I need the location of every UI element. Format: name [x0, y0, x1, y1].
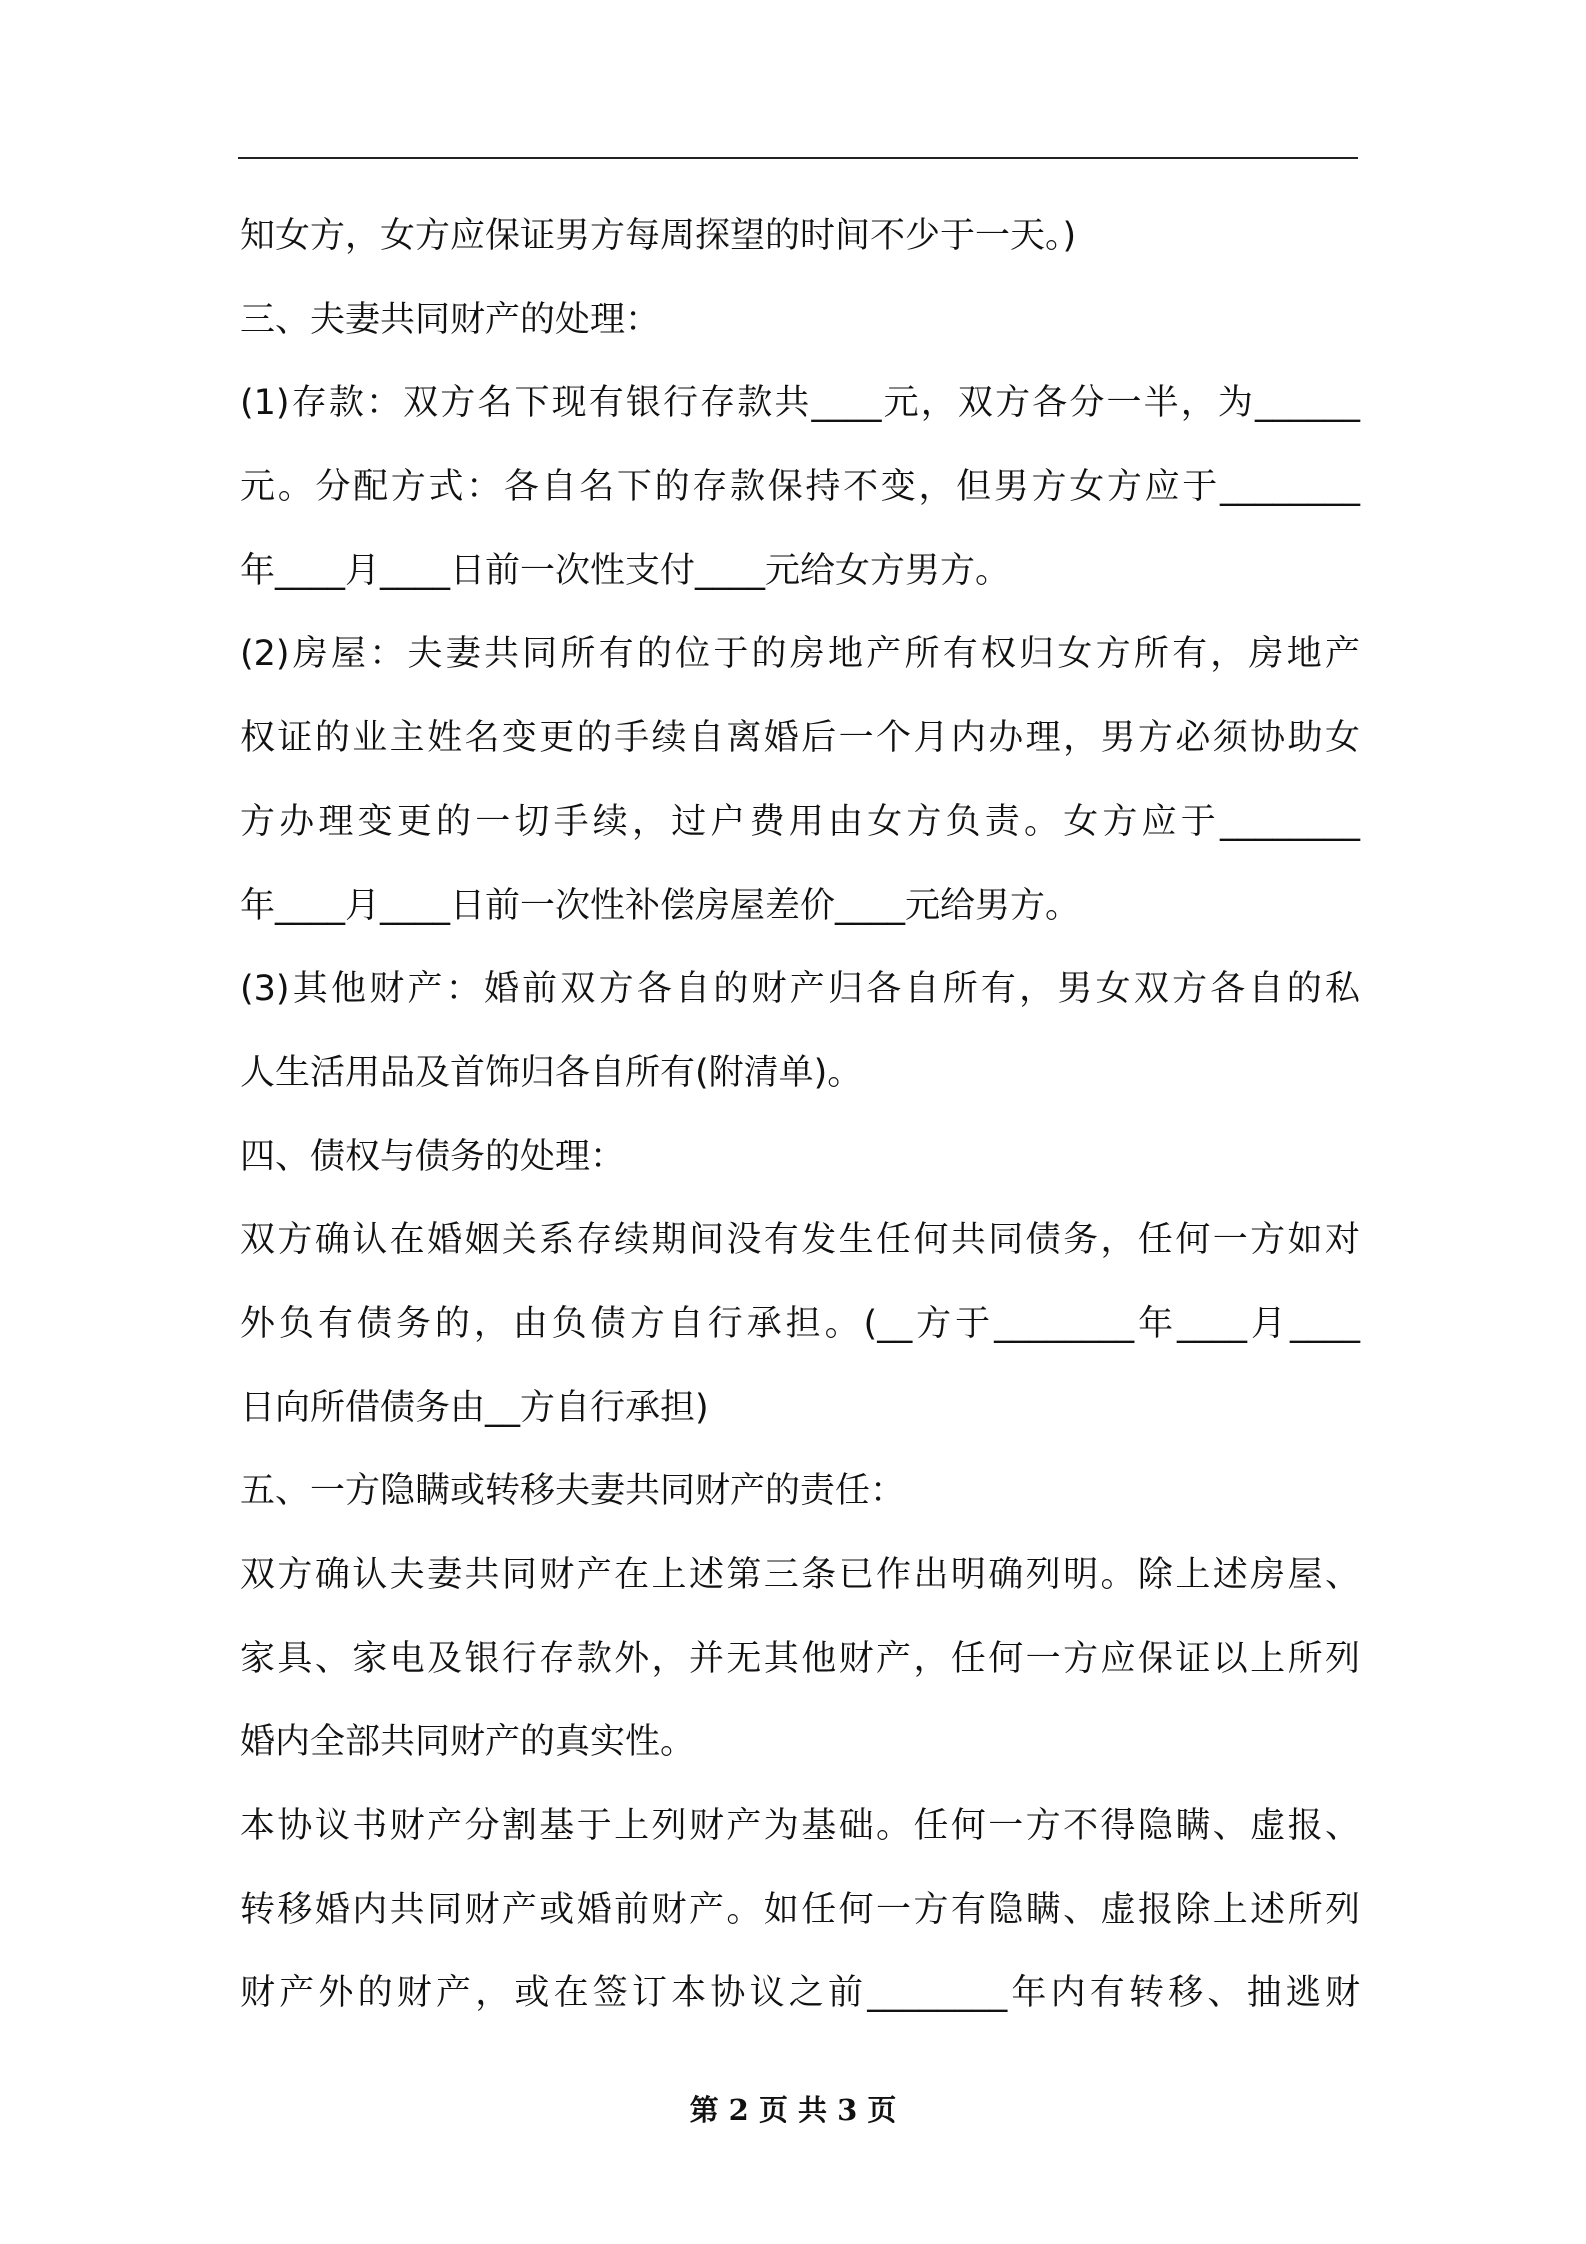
- text-line: 财产外的财产，或在签订本协议之前________年内有转移、抽逃财: [240, 1973, 1360, 2014]
- text-line: 方办理变更的一切手续，过户费用由女方负责。女方应于________: [240, 801, 1360, 842]
- text-line: 双方确认在婚姻关系存续期间没有发生任何共同债务，任何一方如对: [240, 1220, 1360, 1261]
- text-line: 知女方，女方应保证男方每周探望的时间不少于一天。): [240, 216, 1077, 256]
- text-line: (2)房屋：夫妻共同所有的位于的房地产所有权归女方所有，房地产: [240, 634, 1360, 675]
- document-body: [240, 195, 1360, 2036]
- header-rule: [238, 157, 1358, 159]
- text-line: 元。分配方式：各自名下的存款保持不变，但男方女方应于________: [240, 467, 1360, 508]
- text-line: 三、夫妻共同财产的处理：: [240, 299, 661, 340]
- text-line: 婚内全部共同财产的真实性。: [240, 1722, 696, 1763]
- text-line: 外负有债务的，由负债方自行承担。(__方于________年____月____: [240, 1303, 1360, 1344]
- text-line: 人生活用品及首饰归各自所有(附清单)。: [240, 1052, 863, 1093]
- text-line: 家具、家电及银行存款外，并无其他财产，任何一方应保证以上所列: [240, 1638, 1360, 1679]
- text-line: 转移婚内共同财产或婚前财产。如任何一方有隐瞒、虚报除上述所列: [240, 1889, 1360, 1930]
- text-line: 双方确认夫妻共同财产在上述第三条已作出明确列明。除上述房屋、: [240, 1555, 1360, 1595]
- text-line: (1)存款：双方名下现有银行存款共____元，双方各分一半，为______: [240, 383, 1360, 424]
- text-line: (3)其他财产：婚前双方各自的财产归各自所有，男女双方各自的私: [240, 969, 1360, 1010]
- text-line: 日向所借债务由__方自行承担): [240, 1387, 709, 1428]
- text-line: 年____月____日前一次性补偿房屋差价____元给男方。: [240, 885, 1081, 926]
- text-line: 本协议书财产分割基于上列财产为基础。任何一方不得隐瞒、虚报、: [240, 1806, 1360, 1847]
- page-footer: 第 2 页 共 3 页: [689, 2093, 897, 2127]
- text-line: 四、债权与债务的处理：: [240, 1136, 626, 1177]
- text-line: 权证的业主姓名变更的手续自离婚后一个月内办理，男方必须协助女: [240, 718, 1360, 759]
- text-line: 年____月____日前一次性支付____元给女方男方。: [240, 550, 1011, 591]
- text-line: 五、一方隐瞒或转移夫妻共同财产的责任：: [240, 1471, 906, 1512]
